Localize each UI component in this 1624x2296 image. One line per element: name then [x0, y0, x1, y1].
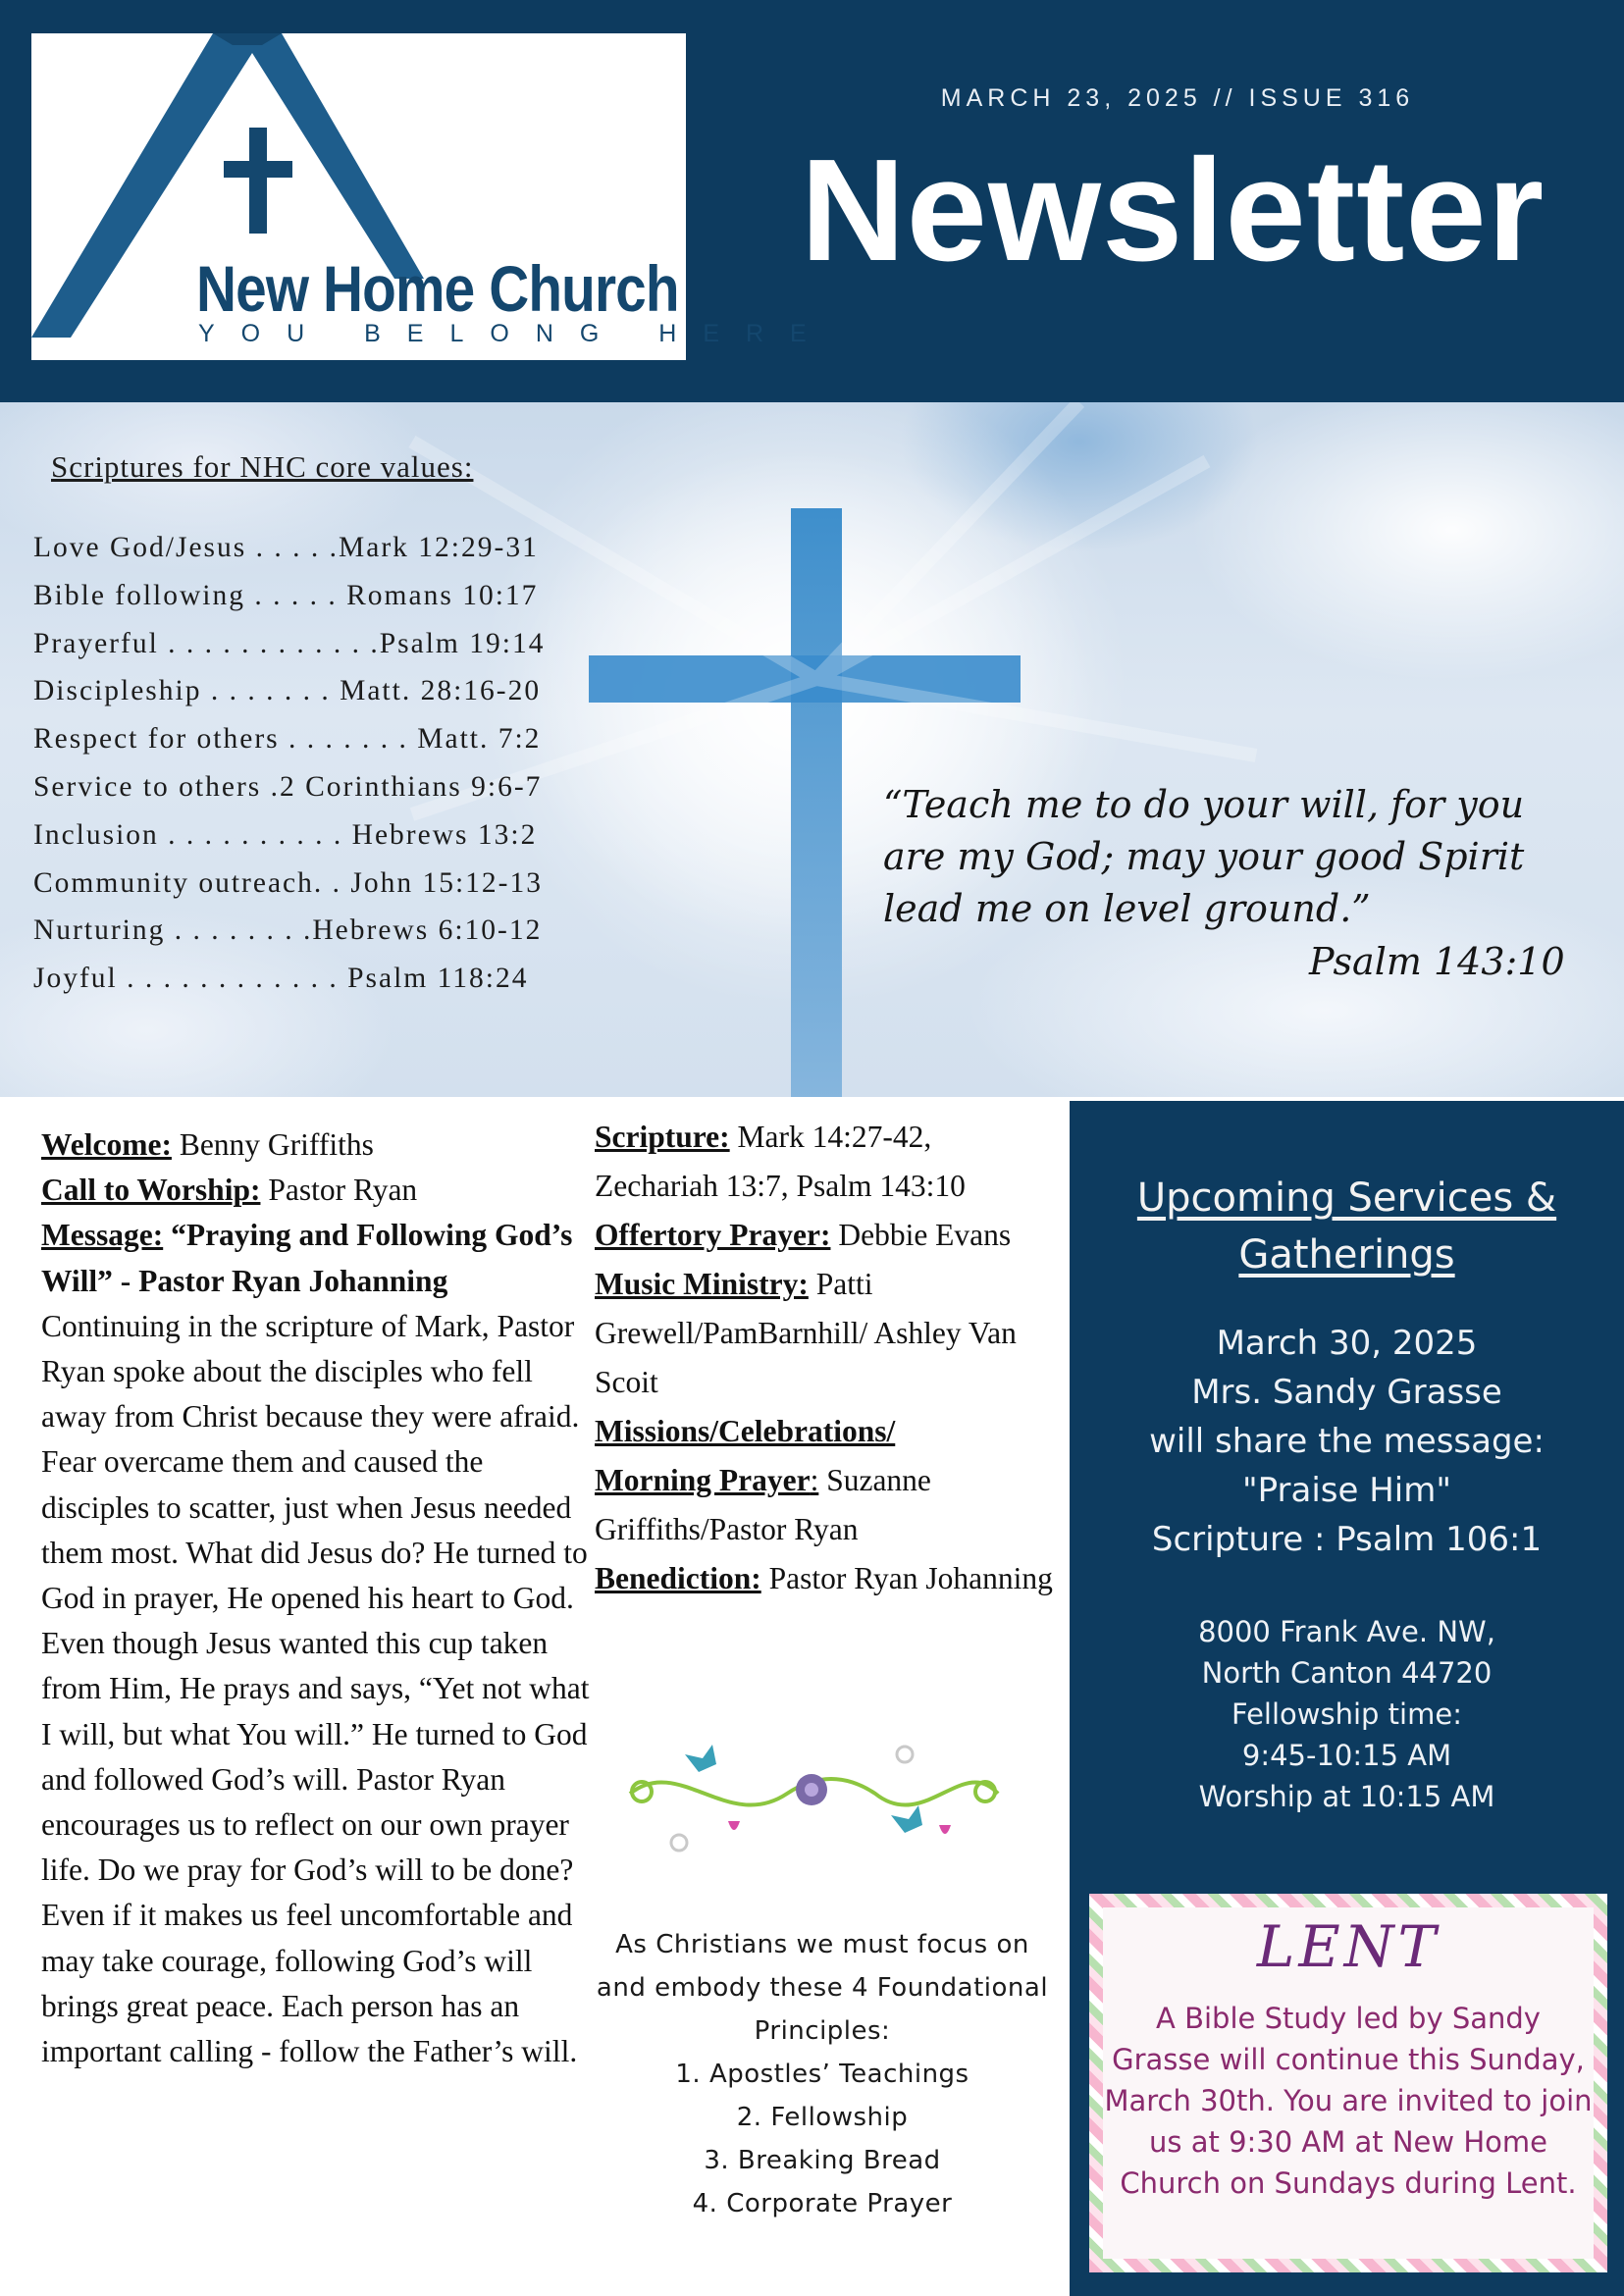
offertory-value: Debbie Evans: [830, 1218, 1012, 1252]
message-body: Continuing in the scripture of Mark, Pastor Ryan spoke about the disciples who fell away from Christ because they were afraid. Fear overcame them and caused the disciples to scatter, just when Jesus needed them most. What did Jesus do? He turned to God in prayer, He opened his heart to God. Even though Jesus wanted this cup taken from Him, He prays and says, “Yet not what I will, but what You will.” He turned to God and followed God’s will. Pastor Ryan encourages us to reflect on our own prayer life. Do we pray for God’s will to be done? Even if it makes us feel uncomfortable and may take courage, following God’s will brings great peace. Each person has an important calling - follow the Father’s will.: [41, 1308, 590, 2069]
list-item: Service to others .2 Corinthians 9:6-7: [33, 770, 543, 803]
scripture-value: Mark 14:27-42, Zechariah 13:7, Psalm 143:10: [595, 1120, 966, 1203]
morning-prayer-label: Morning Prayer: [595, 1463, 811, 1497]
benediction-value: Pastor Ryan Johanning: [760, 1561, 1053, 1595]
list-item: Respect for others . . . . . . . Matt. 7:2: [33, 723, 542, 756]
offertory-label: Offertory Prayer:: [595, 1218, 831, 1252]
list-item: Community outreach. . John 15:12-13: [33, 866, 544, 899]
fellowship-time: 9:45-10:15 AM: [1241, 1739, 1452, 1772]
upcoming-title: Upcoming Services & Gatherings: [1136, 1175, 1557, 1278]
church-logo: [31, 33, 833, 360]
list-item: 3. Breaking Bread: [704, 2146, 941, 2175]
page-title: Newsletter: [800, 130, 1545, 291]
message-label: Message:: [41, 1218, 164, 1253]
quote-reference: Psalm 143:10: [1309, 940, 1565, 983]
service-line: will share the message:: [1149, 1422, 1545, 1461]
lent-title: LENT: [1256, 1913, 1441, 1980]
missions-label: Missions/Celebrations/: [595, 1414, 896, 1448]
music-ministry-label: Music Ministry:: [595, 1267, 809, 1301]
upcoming-sidebar: [1070, 1101, 1624, 2296]
morning-prayer-colon: :: [810, 1463, 819, 1497]
logo-tagline: YOU BELONG HERE: [198, 320, 833, 347]
newsletter-header: [0, 0, 1624, 402]
foundational-principles: [589, 1923, 1056, 2225]
lent-text: A Bible Study led by Sandy Grasse will continue this Sunday, March 30th. You are invited to join us at 9:30 AM at New Home Church on Sundays during Lent.: [1104, 2002, 1593, 2200]
service-column-middle: [595, 1113, 1056, 1603]
service-scripture: Scripture : Psalm 106:1: [1151, 1520, 1543, 1559]
list-item: Joyful . . . . . . . . . . . . Psalm 118:24: [33, 963, 529, 995]
message-title: “Praying and Following God’s Will” - Pastor Ryan Johanning: [41, 1218, 573, 1298]
scripture-label: Scripture:: [595, 1120, 730, 1154]
issue-date: MARCH 23, 2025 // ISSUE 316: [940, 84, 1415, 112]
list-item: Discipleship . . . . . . . Matt. 28:16-20: [33, 675, 542, 707]
next-service: [1070, 1319, 1624, 1564]
list-item: Prayerful . . . . . . . . . . . .Psalm 19:14: [33, 627, 546, 659]
list-item: Love God/Jesus . . . . .Mark 12:29-31: [33, 532, 539, 563]
list-item: 2. Fellowship: [736, 2103, 909, 2132]
call-to-worship-label: Call to Worship:: [41, 1173, 261, 1208]
address-line-1: 8000 Frank Ave. NW,: [1198, 1615, 1495, 1648]
hero-banner: [0, 402, 1624, 1097]
worship-time: Worship at 10:15 AM: [1198, 1780, 1495, 1813]
service-message: "Praise Him": [1241, 1471, 1451, 1510]
scriptures-heading: Scriptures for NHC core values:: [51, 449, 474, 484]
welcome-value: Benny Griffiths: [171, 1127, 374, 1162]
service-column-left: [41, 1122, 591, 2074]
service-date: March 30, 2025: [1216, 1324, 1478, 1363]
list-item: 1. Apostles’ Teachings: [675, 2060, 969, 2089]
scripture-list: [33, 532, 545, 1011]
call-to-worship-value: Pastor Ryan: [260, 1173, 418, 1208]
benediction-label: Benediction:: [595, 1561, 761, 1595]
list-item: 4. Corporate Prayer: [692, 2189, 953, 2218]
lent-card: [1089, 1894, 1607, 2272]
scripture-quote: “Teach me to do your will, for you are my God; may your good Spirit lead me on level ground.”: [883, 783, 1525, 930]
morning-prayer-value: Suzanne Griffiths/Pastor Ryan: [595, 1463, 931, 1546]
church-address: [1070, 1611, 1624, 1817]
list-item: Inclusion . . . . . . . . . . Hebrews 13:2: [33, 818, 538, 851]
fellowship-label: Fellowship time:: [1231, 1697, 1462, 1731]
service-speaker: Mrs. Sandy Grasse: [1191, 1373, 1502, 1412]
list-item: Nurturing . . . . . . . .Hebrews 6:10-12: [33, 914, 543, 947]
principles-intro: As Christians we must focus on and embody these 4 Foundational Principles:: [596, 1930, 1049, 2046]
floral-vine-icon: [620, 1735, 1003, 1862]
address-line-2: North Canton 44720: [1201, 1656, 1493, 1690]
music-ministry-value: Patti Grewell/PamBarnhill/ Ashley Van Scoit: [595, 1267, 1017, 1399]
list-item: Bible following . . . . . Romans 10:17: [33, 579, 539, 611]
welcome-label: Welcome:: [41, 1127, 172, 1162]
logo-name: New Home Church: [196, 252, 679, 325]
